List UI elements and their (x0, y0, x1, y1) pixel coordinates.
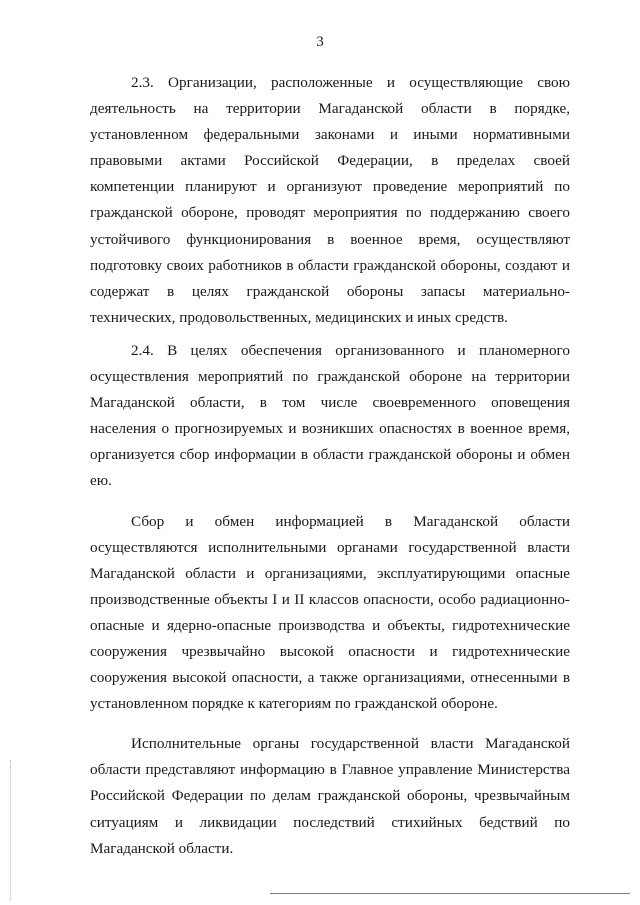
page-number: 3 (316, 34, 324, 50)
document-body (90, 70, 570, 869)
paragraph-executive-bodies: Исполнительные органы государственной власти Магаданской области представляют информацию в Главное управление Министерства Российской Федерации по делам гражданской обороны, чрезвычайным ситуациям и ликвидации последствий стихийных бедствий по Магаданской области. (90, 735, 570, 857)
paragraph-information-exchange: Сбор и обмен информацией в Магаданской области осуществляются исполнительными органами государственной власти Магаданской области и организациями, эксплуатирующими опасные производственные объекты I и II классов опасности, особо радиационно-опасные и ядерно-опасные производства и объекты, гидротехнические сооружения чрезвычайно высокой опасности и гидротехнические сооружения высокой опасности, а также организациями, отнесенными в установленном порядке к категориям по гражданской обороне. (90, 512, 570, 713)
paragraph-2-4: 2.4. В целях обеспечения организованного и планомерного осуществления мероприятий по гражданской обороне на территории Магаданской области, в том числе своевременного оповещения населения о прогнозируемых и возникших опасностях в военное время, организуется сбор информации в области гражданской обороны и обмен ею. (90, 341, 570, 490)
scan-edge-marks (10, 760, 13, 900)
paragraph-2-3: 2.3. Организации, расположенные и осуществляющие свою деятельность на территории Магаданской области в порядке, установленном федеральными законами и иными нормативными правовыми актами Российской Федерации, в пределах своей компетенции планируют и организуют проведение мероприятий по гражданской обороне, проводят мероприятия по поддержанию своего устойчивого функционирования в военное время, осуществляют подготовку своих работников в области гражданской обороны, создают и содержат в целях гражданской обороны запасы материально-технических, продовольственных, медицинских и иных средств. (90, 74, 570, 326)
bottom-rule-line (270, 893, 630, 894)
